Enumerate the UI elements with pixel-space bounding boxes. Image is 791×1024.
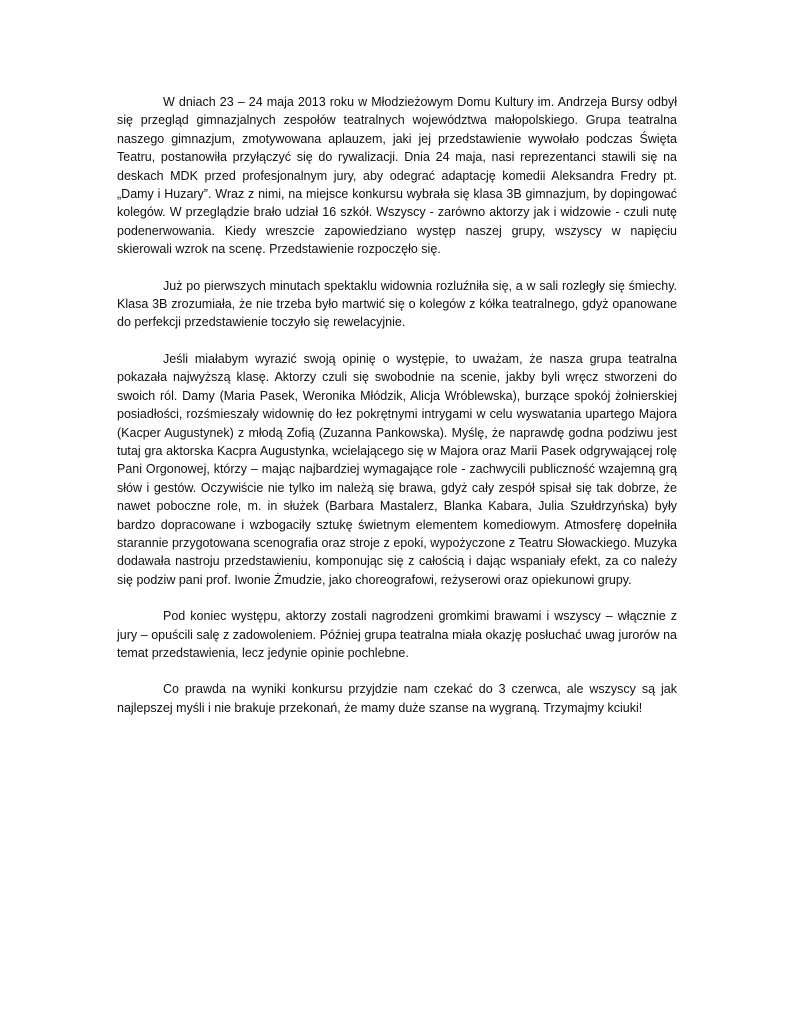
paragraph-4: Pod koniec występu, aktorzy zostali nagrodzeni gromkimi brawami i wszyscy – włącznie z jury – opuścili salę z zadowoleniem. Później grupa teatralna miała okazję posłuchać uwag jurorów na temat przedstawienia, lecz jedynie opinie pochlebne. <box>117 609 677 660</box>
paragraph-2: Już po pierwszych minutach spektaklu widownia rozluźniła się, a w sali rozległy się śmiechy. Klasa 3B zrozumiała, że nie trzeba było martwić się o kolegów z kółka teatralnego, gdyż opanowane do perfekcji przedstawienie toczyło się rewelacyjnie. <box>117 278 677 330</box>
paragraph-3: Jeśli miałabym wyrazić swoją opinię o występie, to uważam, że nasza grupa teatralna pokazała najwyższą klasę. Aktorzy czuli się swobodnie na scenie, jakby byli wręcz stworzeni do swoich ról. Damy (Maria Pasek, Weronika Młódzik, Alicja Wróblewska), burzące spokój żołnierskiej posiadłości, rozśmieszały widownię do łez pokrętnymi intrygami w celu wyswatania upartego Majora (Kacper Augustynek) z młodą Zofią (Zuzanna Pankowska). Myślę, że naprawdę godna podziwu jest tutaj gra aktorska Kacpra Augustynka, wcielającego się w Majora oraz Marii Pasek odgrywającej rolę Pani Orgonowej, którzy – mając najbardziej wymagające role - zachwycili publiczność wzajemną grą słów i gestów. Oczywiście nie tylko im należą się brawa, gdyż cały zespół spisał się tak dobrze, że nawet poboczne role, m. in służek (Barbara Mastalerz, Blanka Kabara, Julia Szułdrzyńska) były bardzo dopracowane i wzbogaciły sztukę świetnym elementem komediowym. Atmosferę dopełniła starannie przygotowana scenografia oraz stroje z epoki, wypożyczone z Teatru Słowackiego. Muzyka dodawała nastroju przedstawieniu, komponując się z całością i dając wspaniały efekt, za co należy się podziw pani prof. Iwonie Żmudzie, jako choreografowi, reżyserowi oraz opiekunowi grupy. <box>117 351 677 587</box>
paragraph-1: W dniach 23 – 24 maja 2013 roku w Młodzieżowym Domu Kultury im. Andrzeja Bursy odbył się przegląd gimnazjalnych zespołów teatralnych województwa małopolskiego. Grupa teatralna naszego gimnazjum, zmotywowana aplauzem, jaki jej przedstawienie wywołało podczas Święta Teatru, postanowiła przyłączyć się do rywalizacji. Dnia 24 maja, nasi reprezentanci stawili się na deskach MDK przed profesjonalnym jury, aby odegrać adaptację komedii Aleksandra Fredry pt. „Damy i Huzary”. Wraz z nimi, na miejsce konkursu wybrała się klasa 3B gimnazjum, by dopingować kolegów. W przeglądzie brało udział 16 szkół. Wszyscy - zarówno aktorzy jak i widzowie - czuli nutę podenerwowania. Kiedy wreszcie zapowiedziano występ naszej grupy, wszyscy w napięciu skierowali wzrok na scenę. Przedstawienie rozpoczęło się. <box>117 95 677 257</box>
document-body <box>117 93 677 735</box>
paragraph-5: Co prawda na wyniki konkursu przyjdzie nam czekać do 3 czerwca, ale wszyscy są jak najlepszej myśli i nie brakuje przekonań, że mamy duże szanse na wygraną. Trzymajmy kciuki! <box>117 682 677 715</box>
